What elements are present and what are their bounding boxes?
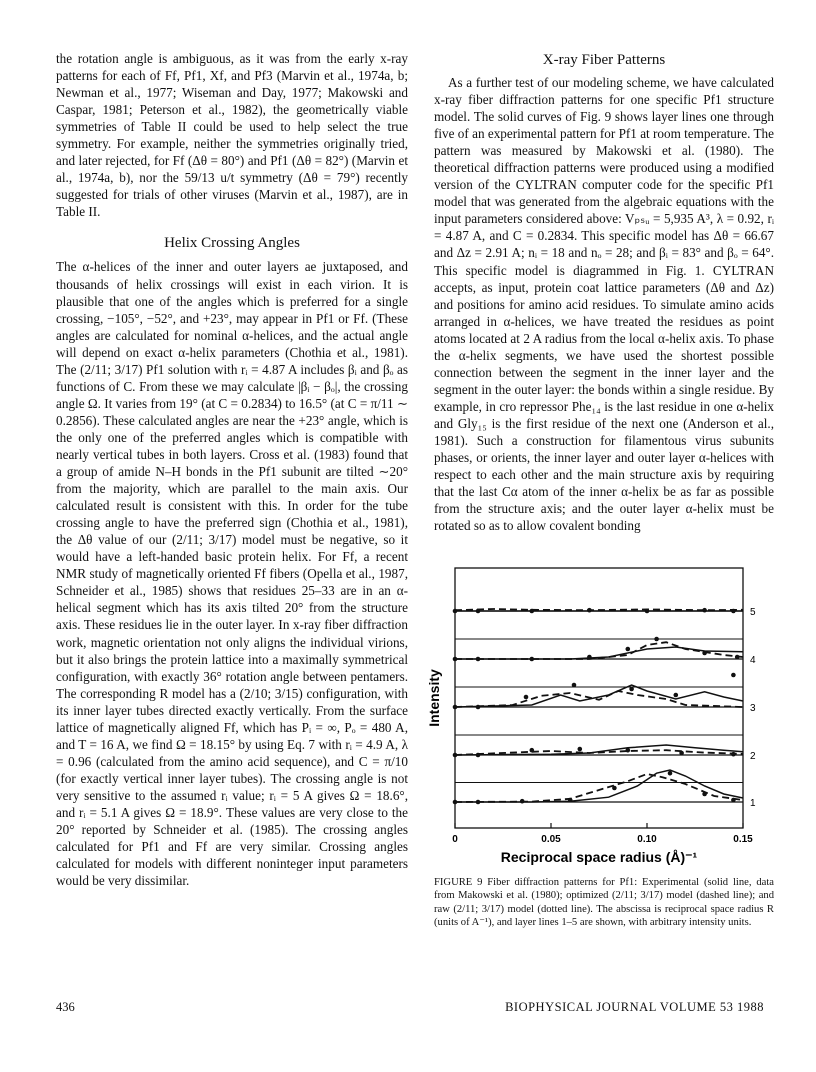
dotted-point-layer-5-1 (476, 609, 481, 614)
x-tick-label-3: 0.15 (733, 834, 753, 845)
page-number: 436 (56, 1000, 75, 1014)
dotted-point-layer-2-1 (476, 753, 481, 758)
dotted-point-layer-1-6 (702, 792, 707, 797)
right-column (434, 50, 774, 534)
running-footer: BIOPHYSICAL JOURNAL VOLUME 53 1988 (505, 1000, 764, 1014)
dotted-point-layer-3-0 (453, 705, 458, 710)
dotted-point-layer-5-6 (731, 609, 736, 614)
dotted-point-layer-3-4 (629, 687, 634, 692)
dotted-point-layer-4-2 (530, 657, 535, 662)
dotted-point-layer-1-7 (731, 798, 736, 803)
figure-9 (425, 560, 790, 870)
intro-paragraph: the rotation angle is ambiguous, as it was from the early x-ray patterns for each of Ff, Pf1, Xf, and Pf3 (Marvin et al., 1974a, b; Newman et al., 1977; Wiseman and Day, 1977; Makowski and Caspar, 1981; Peterson et al., 1982), the geometrically viable symmetries of Table II could be used to help select the true symmetry. For example, neither the symmetries originally tried, and later rejected, for Ff (Δθ = 80°) and Pf1 (Δθ = 82°) (Marvin et al., 1974a, b), nor the 59/13 u/t symmetry (Δθ = 79°) recently suggested for trials of other viruses (Marvin et al., 1987), are in Table II. (56, 51, 408, 220)
dotted-point-layer-5-2 (530, 609, 535, 614)
layer-line-label-3: 3 (750, 703, 756, 714)
x-tick-label-2: 0.10 (637, 834, 657, 845)
dashed-curve-layer-4 (455, 642, 743, 659)
layer-line-label-2: 2 (750, 751, 756, 762)
dotted-point-layer-3-1 (476, 705, 481, 710)
dotted-point-layer-1-0 (453, 800, 458, 805)
x-axis-label: Reciprocal space radius (Å)⁻¹ (500, 849, 698, 865)
dotted-point-layer-1-4 (612, 786, 617, 791)
dotted-point-layer-5-3 (587, 608, 592, 613)
dotted-point-layer-2-5 (679, 751, 684, 756)
solid-curve-layer-3 (455, 685, 743, 707)
dotted-point-layer-4-7 (735, 655, 740, 660)
dotted-point-layer-3-5 (674, 693, 679, 698)
x-tick-label-0: 0 (452, 834, 458, 845)
dotted-point-layer-4-1 (476, 657, 481, 662)
dotted-point-layer-4-4 (626, 647, 631, 652)
dotted-point-layer-3-3 (572, 683, 577, 688)
dotted-point-layer-1-3 (568, 798, 573, 803)
dotted-point-layer-2-3 (578, 747, 583, 752)
dotted-point-layer-3-2 (524, 695, 529, 700)
dotted-point-layer-4-0 (453, 657, 458, 662)
dotted-point-layer-2-2 (530, 748, 535, 753)
y-axis-label: Intensity (426, 669, 442, 727)
layer-line-label-1: 1 (750, 798, 756, 809)
section-heading-xray-fiber: X-ray Fiber Patterns (542, 52, 666, 68)
section-heading-helix-crossing: Helix Crossing Angles (164, 235, 300, 252)
dotted-point-layer-2-4 (626, 748, 631, 753)
dotted-point-layer-1-1 (476, 800, 481, 805)
dashed-curve-layer-5 (455, 609, 743, 610)
dotted-point-layer-4-6 (702, 651, 707, 656)
left-column (56, 50, 408, 889)
helix-paragraph: The α-helices of the inner and outer layers ae juxtaposed, and thousands of helix crossings will exist in each virion. It is plausible that one of the angles which is preferred for a single crossing, −105°, −52°, and +23°, may appear in Pf1 or Ff. (These angles are calculated for nominal α-helices, and the actual angle will depend on exact α-helix parameters (Chothia et al., 1981). The (2/11; 3/17) Pf1 solution with rᵢ = 4.87 A includes βᵢ and βₒ as functions of C. From these we may calculate |βᵢ − βₒ|, the crossing angle Ω. It varies from 19° (at C = 0.2834) to 16.5° (at C = π/11 ∼ 0.2856). These calculated angles are near the +23° angle, which is the only one of the preferred angles which is compatible with nearly vertical tubes in both layers. Cross et al. (1983) found that a group of amide N–H bonds in the Pf1 subunit are tilted ∼20° from the majority, which are parallel to the main axis. Our calculated result is consistent with this. In order for the tube crossing angle to have the preferred sign (Chothia et al., 1981), the Δθ value of our (2/11; 3/17) model must be negative, so it would have a left-handed basic protein helix. For Ff, a recent NMR study of magnetically oriented Ff fibers (Opella et al., 1987, Schneider et al., 1985) shows that residues 25–33 are in an α-helical segment which has its axis tilted 20° from the structure axis. These residues lie in the outer layer. In x-ray fiber diffraction work, magnetic orientation not only aligns the individual virions, but it also brings the protein lattice into a maximally symmetrical configuration, with exactly 36° rotation angle between pentamers. The corresponding R model has a (2/10; 3/15) configuration, with its inner layer tubes directed exactly vertically. From the surface lattice of magnetically aligned Ff, which has Pᵢ = ∞, Pₒ = 480 A, and T = 16 A, we find Ω = 18.15° by using Eq. 7 with rᵢ = 4.9 A, λ = 0.96 (calculated from the amino acid sequence), and C = π/10 (for exactly vertical inner layer tubes). The crossing angle is not very sensitive to the assumed rᵢ value; rᵢ = 5 A gives Ω = 18.6°, and rᵢ = 5.1 A gives Ω = 18.9°. These values are very close to the 20° reported by Schneider et al. (1985). The crossing angles calculated for Pf1 and Ff are very similar. Crossing angles calculated for models with different noninteger input parameters would be very dissimilar. (56, 259, 408, 889)
solid-curve-layer-1 (455, 770, 743, 802)
solid-curve-layer-2 (455, 745, 743, 755)
dotted-point-layer-5-5 (702, 608, 707, 613)
plot-frame (455, 568, 743, 828)
dotted-point-layer-5-0 (453, 609, 458, 614)
dotted-point-layer-2-6 (731, 752, 736, 757)
dotted-point-layer-4-3 (587, 655, 592, 660)
x-tick-label-1: 0.05 (541, 834, 561, 845)
dotted-point-layer-5-4 (645, 609, 650, 614)
figure-caption: FIGURE 9 Fiber diffraction patterns for Pf1: Experimental (solid line, data from Makowski et al. (1980); optimized (2/11; 3/17) model (dashed line); and raw (2/11; 3/17) model (dotted line). The abscissa is reciprocal space radius R (units of A⁻¹), and layer lines 1–5 are shown, with arbitrary intensity units. (434, 877, 774, 929)
layer-line-label-5: 5 (750, 607, 756, 618)
diffraction-chart (425, 560, 790, 870)
dotted-point-layer-3-6 (731, 673, 736, 678)
xray-paragraph: As a further test of our modeling scheme, we have calculated x-ray fiber diffraction patterns for one specific Pf1 structure model. The solid curves of Fig. 9 shows layer lines one through five of an experimental pattern for Pf1 at room temperature. The pattern was measured by Makowski et al. (1980). The theoretical diffraction patterns were produced using a modified version of the CYLTRAN computer code for the specific Pf1 model that was generated from the algebraic equations with the input parameters considered above: Vₚₛᵤ = 5,935 A³, λ = 0.92, rᵢ = 4.87 A, and C = 0.2834. This specific model has Δθ = 66.67 and Δz = 2.91 A; nᵢ = 18 and nₒ = 28; and βᵢ = 83° and βₒ = 64°. This specific model is diagrammed in Fig. 1. CYLTRAN accepts, as input, protein coat lattice parameters (Δθ and Δz) and positions for amino acid residues. To simulate amino acids arranged in α-helices, we have treated the residues as point atoms located at 2 A radius from the local α-helix axis. To phase the α-helix segments, we have used the shortest possible connection between the segment in the inner layer and the segment in the outer layer: the bonds within a single residue. By example, in cro repressor Phe₁₄ is the last residue in one α-helix and Gly₁₅ is the first residue of the next one (Anderson et al., 1981). Such a construction for filamentous virus subunits phases, or orients, the inner layer and outer layer α-helices with respect to each other and the main structure axis by requiring that the last Cα atom of the inner α-helix be as far as possible from the structure axis; and the outer layer α-helix must be rotated so as to allow covalent bonding (434, 75, 774, 534)
dotted-point-layer-2-0 (453, 753, 458, 758)
layer-line-label-4: 4 (750, 655, 756, 666)
dotted-point-layer-1-5 (668, 771, 673, 776)
dotted-point-layer-4-5 (654, 637, 659, 642)
dotted-point-layer-1-2 (520, 799, 525, 804)
